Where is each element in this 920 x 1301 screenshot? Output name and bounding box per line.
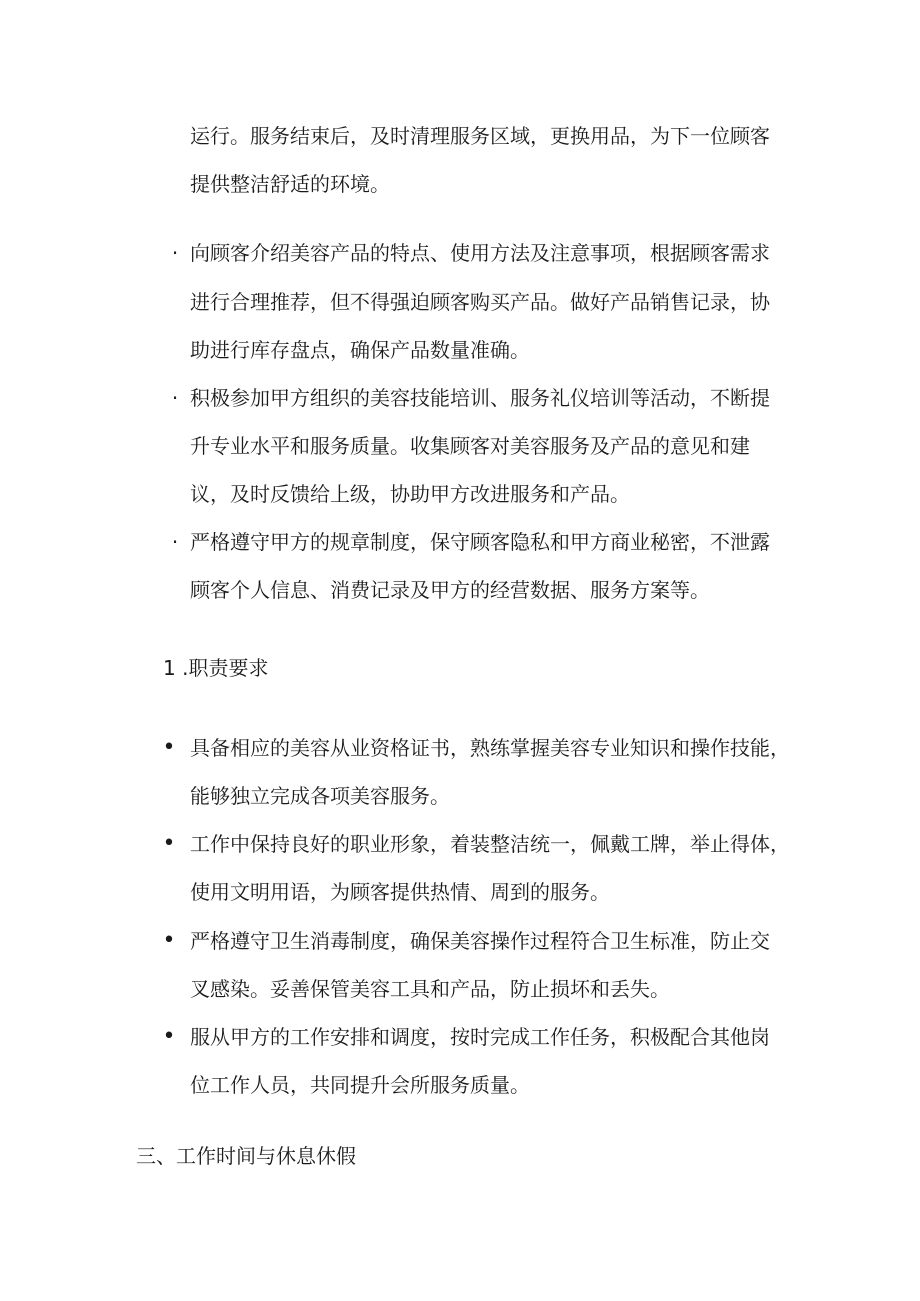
list-item-line: 顾客个人信息、消费记录及甲方的经营数据、服务方案等。 [190, 578, 710, 602]
list-item-line: 助进行库存盘点，确保产品数量准确。 [190, 338, 530, 362]
bullet-marker: · [171, 241, 179, 265]
list-item-line: 工作中保持良好的职业形象，着装整洁统一，佩戴工牌，举止得体， [190, 832, 790, 856]
paragraph-line: 运行。服务结束后，及时清理服务区域，更换用品，为下一位顾客 [190, 124, 770, 148]
list-item-line: 升专业水平和服务质量。收集顾客对美容服务及产品的意见和建 [190, 434, 750, 458]
list-item-line: 服从甲方的工作安排和调度，按时完成工作任务，积极配合其他岗 [190, 1025, 770, 1049]
bullet-marker: • [162, 1024, 176, 1049]
list-item-line: 进行合理推荐，但不得强迫顾客购买产品。做好产品销售记录，协 [190, 290, 770, 314]
list-item-line: 严格遵守甲方的规章制度，保守顾客隐私和甲方商业秘密，不泄露 [190, 530, 770, 554]
bullet-marker: • [162, 735, 176, 760]
paragraph-line: 提供整洁舒适的环境。 [190, 172, 390, 196]
list-item-line: 使用文明用语，为顾客提供热情、周到的服务。 [190, 880, 610, 904]
bullet-marker: • [162, 928, 176, 953]
bullet-marker: • [162, 831, 176, 856]
subsection-heading: 1 .职责要求 [163, 656, 269, 680]
list-item-line: 具备相应的美容从业资格证书，熟练掌握美容专业知识和操作技能， [190, 736, 790, 760]
list-item-line: 议，及时反馈给上级，协助甲方改进服务和产品。 [190, 482, 630, 506]
list-item-line: 积极参加甲方组织的美容技能培训、服务礼仪培训等活动，不断提 [190, 386, 770, 410]
list-item-line: 位工作人员，共同提升会所服务质量。 [190, 1073, 530, 1097]
bullet-marker: · [171, 386, 179, 410]
list-item-line: 严格遵守卫生消毒制度，确保美容操作过程符合卫生标准，防止交 [190, 929, 770, 953]
bullet-marker: · [171, 530, 179, 554]
list-item-line: 向顾客介绍美容产品的特点、使用方法及注意事项，根据顾客需求 [190, 241, 770, 265]
list-item-line: 叉感染。妥善保管美容工具和产品，防止损坏和丢失。 [190, 977, 670, 1001]
section-heading: 三、工作时间与休息休假 [136, 1144, 356, 1168]
list-item-line: 能够独立完成各项美容服务。 [190, 784, 450, 808]
